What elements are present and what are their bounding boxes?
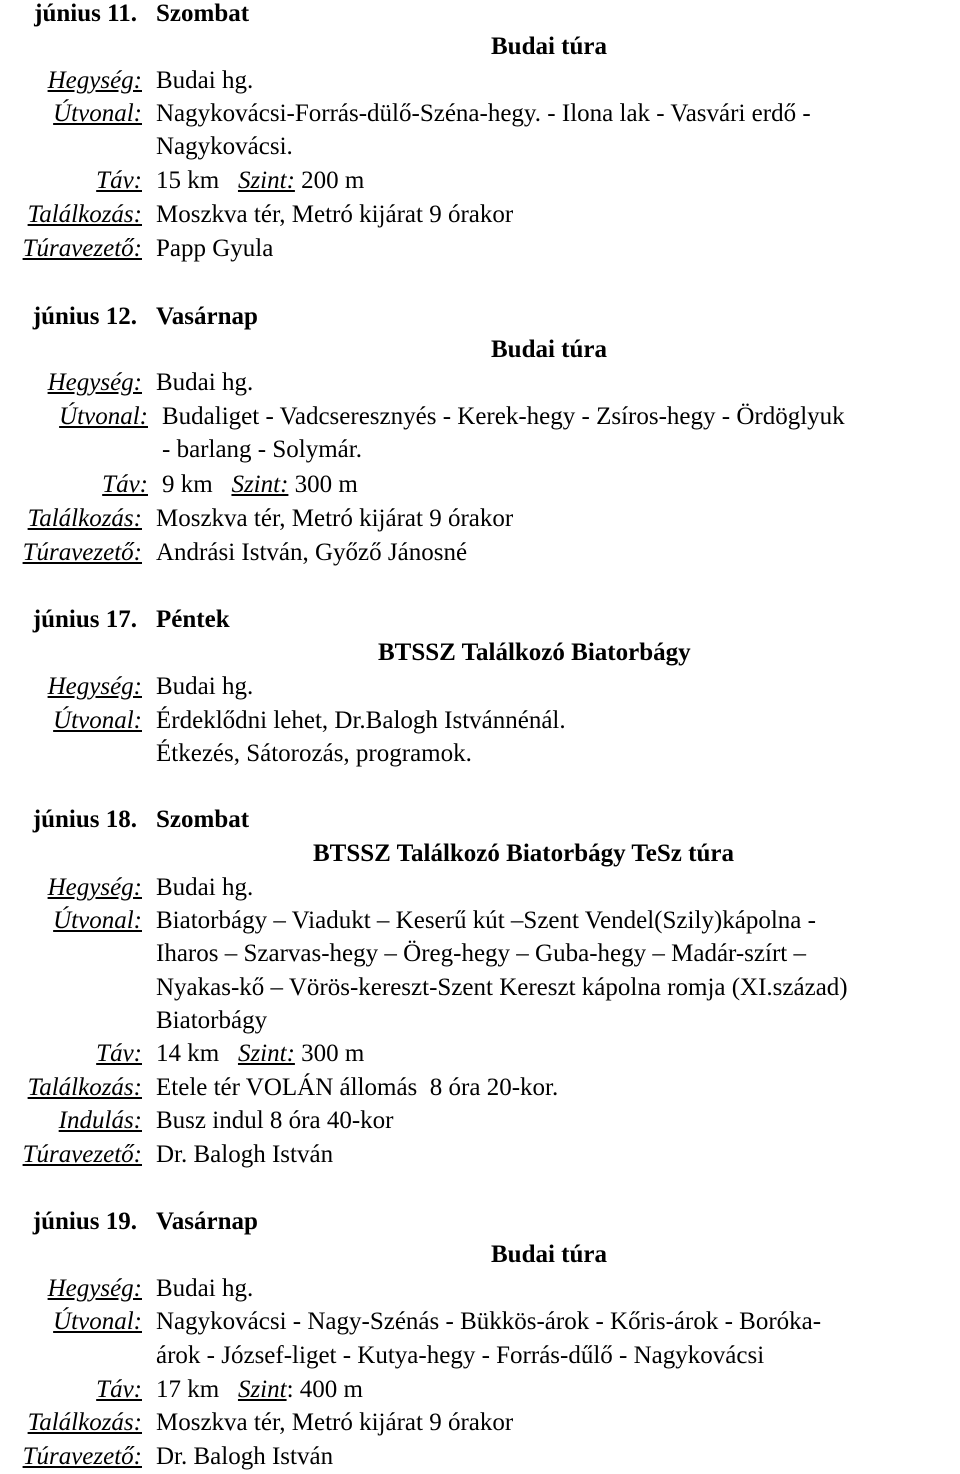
talalkozas-value: Moszkva tér, Metró kijárat 9 órakor: [156, 201, 514, 228]
turavezeto-value: Dr. Balogh István: [156, 1141, 334, 1168]
event-date: június 19.: [32, 1208, 137, 1235]
utvonal-label: Útvonal:: [53, 1308, 142, 1335]
tav-label: Táv:: [96, 1376, 142, 1403]
event-title: BTSSZ Találkozó Biatorbágy TeSz túra: [313, 840, 734, 867]
utvonal-line: Étkezés, Sátorozás, programok.: [156, 740, 472, 767]
utvonal-line: - barlang - Solymár.: [162, 436, 362, 463]
event-title: Budai túra: [491, 336, 608, 363]
talalkozas-value: Moszkva tér, Metró kijárat 9 órakor: [156, 505, 514, 532]
utvonal-line: Nagykovácsi.: [156, 133, 293, 160]
utvonal-line: Budaliget - Vadcseresznyés - Kerek-hegy - Zsíros-hegy - Ördöglyuk: [162, 403, 845, 430]
hegyseg-label: Hegység:: [47, 1275, 142, 1302]
szint-value: 300 m: [301, 1040, 365, 1067]
indulas-value: Busz indul 8 óra 40-kor: [156, 1107, 394, 1134]
indulas-label: Indulás:: [58, 1107, 142, 1134]
event-date: június 11.: [34, 0, 137, 27]
hegyseg-label: Hegység:: [47, 369, 142, 396]
utvonal-line: Biatorbágy: [156, 1007, 268, 1034]
turavezeto-value: Dr. Balogh István: [156, 1443, 334, 1470]
talalkozas-label: Találkozás:: [27, 1409, 142, 1436]
tav-row: [156, 1037, 364, 1071]
tav-value: 14 km: [156, 1040, 220, 1067]
event-day: Szombat: [156, 0, 250, 27]
hegyseg-label: Hegység:: [47, 67, 142, 94]
tav-row: [162, 468, 358, 502]
utvonal-line: Nagykovácsi - Nagy-Szénás - Bükkös-árok - Kőris-árok - Boróka-: [156, 1308, 822, 1335]
turavezeto-label: Túravezető:: [22, 1443, 142, 1470]
turavezeto-value: Papp Gyula: [156, 235, 274, 262]
szint-label: Szint:: [237, 167, 295, 194]
szint-label: Szint:: [237, 1040, 295, 1067]
talalkozas-value: Etele tér VOLÁN állomás 8 óra 20-kor.: [156, 1074, 559, 1101]
tav-value: 9 km: [162, 471, 213, 498]
szint-label: Szint:: [231, 471, 289, 498]
tav-label: Táv:: [102, 471, 148, 498]
szint-label: Szint: [237, 1376, 287, 1403]
utvonal-line: árok - József-liget - Kutya-hegy - Forrás-dűlő - Nagykovácsi: [156, 1342, 765, 1369]
hegyseg-value: Budai hg.: [156, 67, 254, 94]
tav-value: 17 km: [156, 1376, 220, 1403]
event-title: BTSSZ Találkozó Biatorbágy: [378, 639, 691, 666]
utvonal-label: Útvonal:: [53, 707, 142, 734]
szint-colon: :: [286, 1376, 294, 1403]
event-title: Budai túra: [491, 1241, 608, 1268]
event-day: Vasárnap: [156, 1208, 258, 1235]
talalkozas-label: Találkozás:: [27, 505, 142, 532]
tav-label: Táv:: [96, 167, 142, 194]
turavezeto-label: Túravezető:: [22, 539, 142, 566]
talalkozas-value: Moszkva tér, Metró kijárat 9 órakor: [156, 1409, 514, 1436]
tav-row: [156, 1373, 363, 1407]
utvonal-label: Útvonal:: [53, 907, 142, 934]
turavezeto-label: Túravezető:: [22, 235, 142, 262]
event-date: június 18.: [32, 806, 137, 833]
utvonal-line: Nyakas-kő – Vörös-kereszt-Szent Kereszt kápolna romja (XI.század): [156, 974, 848, 1001]
event-title: Budai túra: [491, 33, 608, 60]
utvonal-line: Nagykovácsi-Forrás-dülő-Széna-hegy. - Ilona lak - Vasvári erdő -: [156, 100, 811, 127]
event-day: Szombat: [156, 806, 250, 833]
tav-label: Táv:: [96, 1040, 142, 1067]
szint-value: 200 m: [301, 167, 365, 194]
szint-value: 400 m: [299, 1376, 363, 1403]
utvonal-line: Iharos – Szarvas-hegy – Öreg-hegy – Guba-hegy – Madár-szírt –: [156, 940, 806, 967]
event-date: június 17.: [32, 606, 137, 633]
utvonal-label: Útvonal:: [59, 403, 148, 430]
event-day: Vasárnap: [156, 303, 258, 330]
utvonal-line: Biatorbágy – Viadukt – Keserű kút –Szent Vendel(Szily)kápolna -: [156, 907, 816, 934]
hegyseg-label: Hegység:: [47, 673, 142, 700]
turavezeto-value: Andrási István, Győző Jánosné: [156, 539, 468, 566]
hegyseg-value: Budai hg.: [156, 673, 254, 700]
utvonal-line: Érdeklődni lehet, Dr.Balogh Istvánnénál.: [156, 707, 566, 734]
talalkozas-label: Találkozás:: [27, 1074, 142, 1101]
event-day: Péntek: [156, 606, 230, 633]
hegyseg-value: Budai hg.: [156, 1275, 254, 1302]
tav-row: [156, 164, 364, 198]
utvonal-label: Útvonal:: [53, 100, 142, 127]
tav-value: 15 km: [156, 167, 220, 194]
turavezeto-label: Túravezető:: [22, 1141, 142, 1168]
hegyseg-value: Budai hg.: [156, 369, 254, 396]
hegyseg-label: Hegység:: [47, 874, 142, 901]
event-date: június 12.: [32, 303, 137, 330]
hegyseg-value: Budai hg.: [156, 874, 254, 901]
talalkozas-label: Találkozás:: [27, 201, 142, 228]
szint-value: 300 m: [294, 471, 358, 498]
